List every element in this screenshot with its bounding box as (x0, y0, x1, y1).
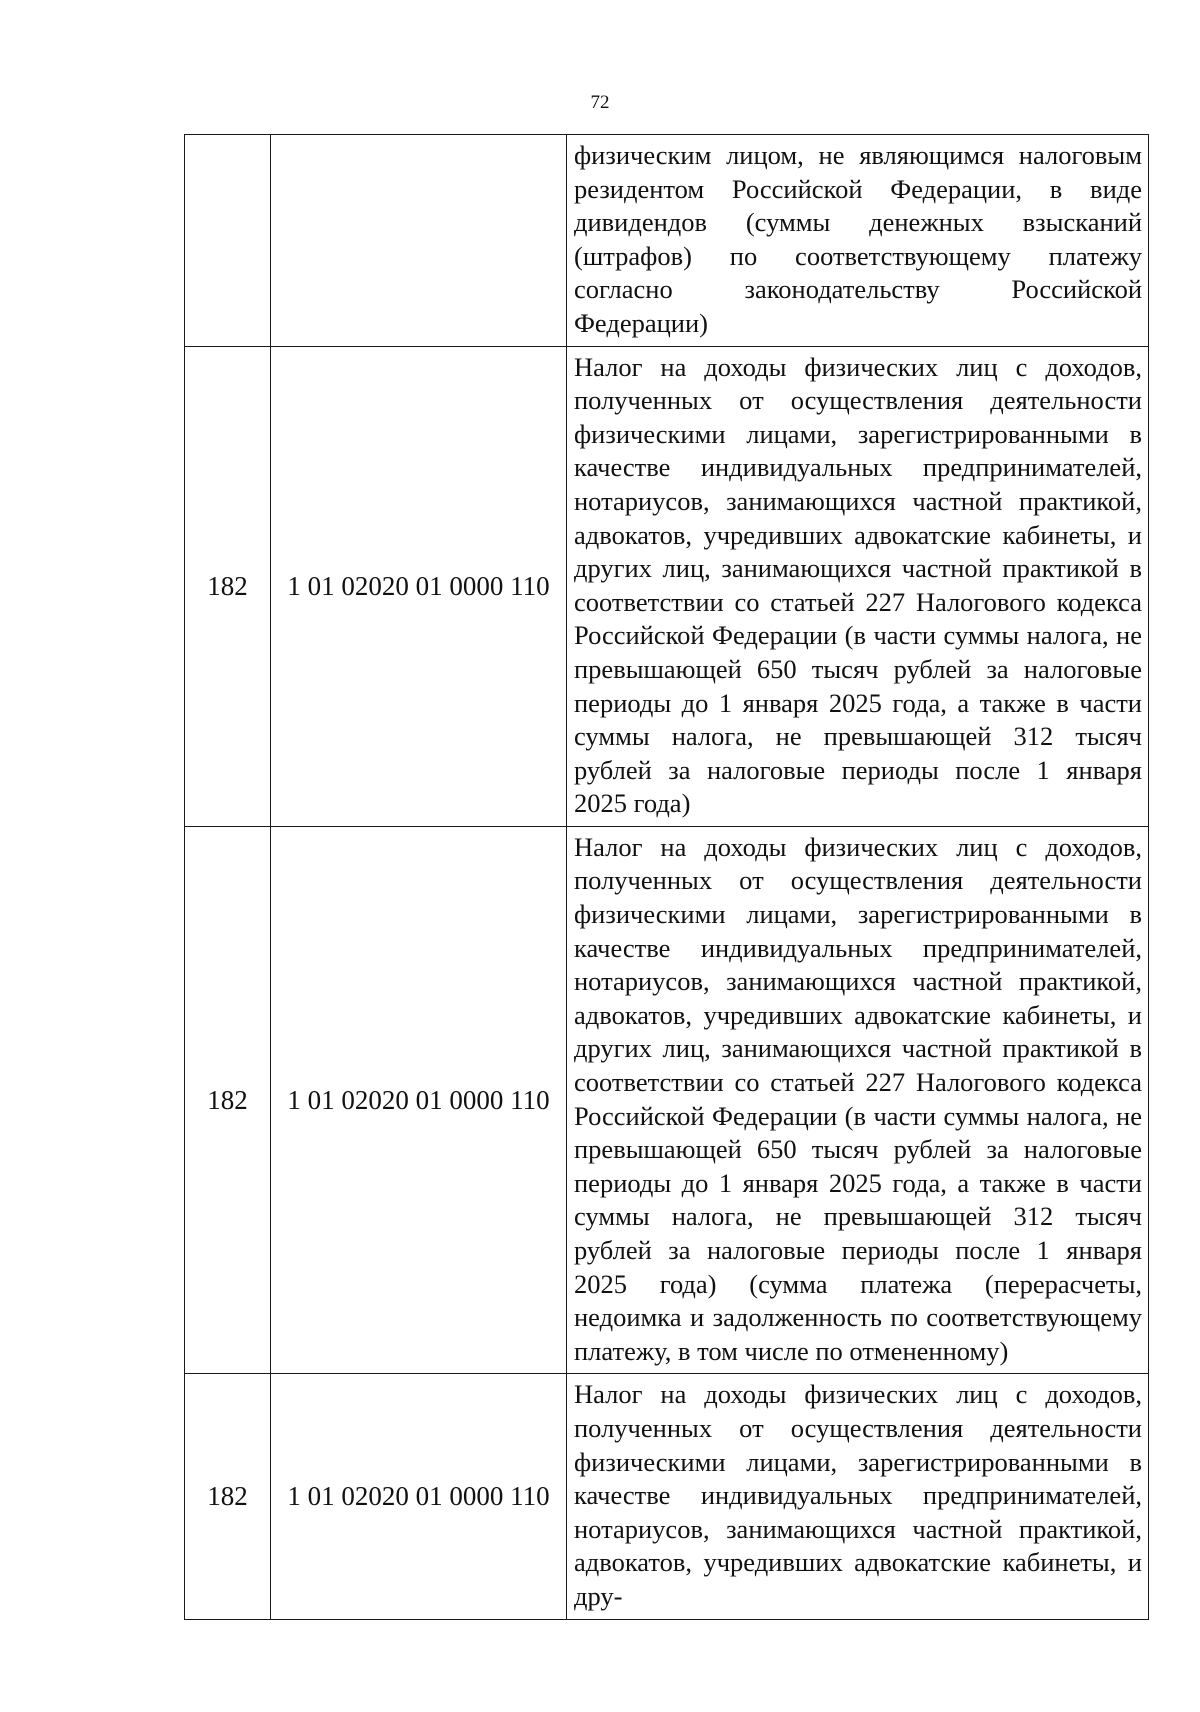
admin-code-cell (185, 135, 271, 347)
budget-classification-table (184, 134, 1149, 1620)
revenue-name-cell (567, 1374, 1149, 1619)
page-number: 72 (590, 92, 610, 113)
revenue-name-text: Налог на доходы физических лиц с доходов, полученных от осуществления деятельности физическими лицами, зарегистрированными в качестве индивидуальных предпринимателей, нотариусов, занимающихся частной практикой, адвокатов, учредивших адвокатские кабинеты, и дру- (574, 1379, 1142, 1611)
table-row (185, 346, 1149, 826)
table-row (185, 1374, 1149, 1619)
admin-code-cell: 182 (185, 826, 271, 1374)
revenue-name-text: физическим лицом, не являющимся налоговым резидентом Российской Федерации, в виде дивидендов (суммы денежных взысканий (штрафов) по соответствующему платежу согласно законодательству Российской Федерации) (574, 140, 1142, 338)
table-row (185, 135, 1149, 347)
revenue-name-cell (567, 135, 1149, 347)
kbk-code-cell: 1 01 02020 01 0000 110 (271, 826, 567, 1374)
kbk-code-cell: 1 01 02020 01 0000 110 (271, 346, 567, 826)
table-row (185, 826, 1149, 1374)
admin-code-cell: 182 (185, 346, 271, 826)
admin-code-cell: 182 (185, 1374, 271, 1619)
revenue-name-text: Налог на доходы физических лиц с доходов, полученных от осуществления деятельности физическими лицами, зарегистрированными в качестве индивидуальных предпринимателей, нотариусов, занимающихся частной практикой, адвокатов, учредивших адвокатские кабинеты, и других лиц, занимающихся частной практикой в соответствии со статьей 227 Налогового кодекса Российской Федерации (в части суммы налога, не превышающей 650 тысяч рублей за налоговые периоды до 1 января 2025 года, а также в части суммы налога, не превышающей 312 тысяч рублей за налоговые периоды после 1 января 2025 года) (574, 351, 1142, 819)
kbk-code-cell: 1 01 02020 01 0000 110 (271, 1374, 567, 1619)
revenue-name-cell (567, 826, 1149, 1374)
kbk-code-cell (271, 135, 567, 347)
revenue-name-text: Налог на доходы физических лиц с доходов, полученных от осуществления деятельности физическими лицами, зарегистрированными в качестве индивидуальных предпринимателей, нотариусов, занимающихся частной практикой, адвокатов, учредивших адвокатские кабинеты, и других лиц, занимающихся частной практикой в соответствии со статьей 227 Налогового кодекса Российской Федерации (в части суммы налога, не превышающей 650 тысяч рублей за налоговые периоды до 1 января 2025 года, а также в части суммы налога, не превышающей 312 тысяч рублей за налоговые периоды после 1 января 2025 года) (сумма платежа (перерасчеты, недоимка и задолженность по соответствующему платежу, в том числе по отмененному) (574, 831, 1142, 1366)
revenue-name-cell (567, 346, 1149, 826)
